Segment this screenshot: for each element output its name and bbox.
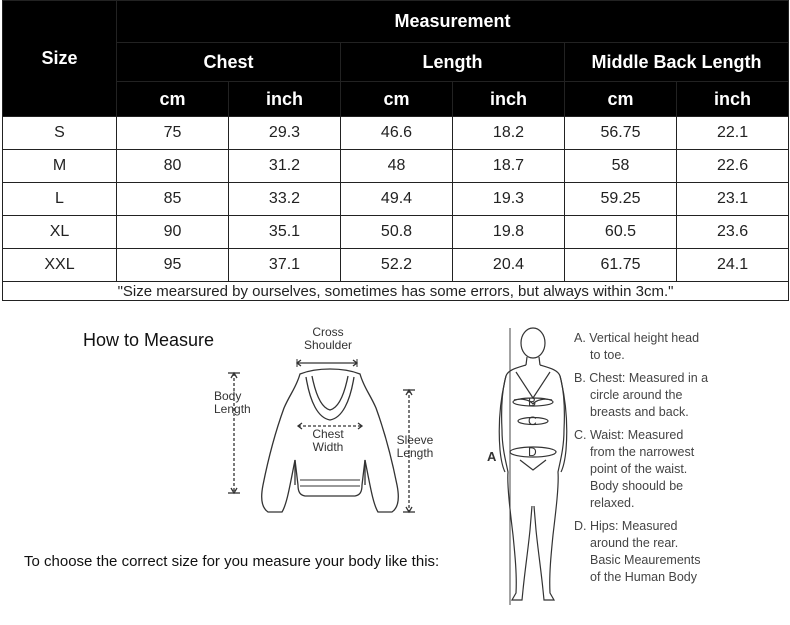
marker-c: C [528,414,537,428]
value-cell: 18.7 [453,150,565,183]
label-line: Cross [312,325,344,339]
value-cell: 19.3 [453,183,565,216]
value-cell: 22.1 [677,117,789,150]
note-line: point of the waist. [590,462,688,476]
note-line: Body shoould be [590,479,684,493]
value-cell: 56.75 [565,117,677,150]
label-line: Width [312,440,344,454]
note-line: relaxed. [590,496,635,510]
how-to-measure-section [0,310,790,625]
value-cell: 61.75 [565,249,677,282]
value-cell: 24.1 [677,249,789,282]
note-line: D. Hips: Measured [574,519,678,533]
value-cell: 60.5 [565,216,677,249]
measurement-note: "Size mearsured by ourselves, sometimes has some errors, but always within 3cm." [3,282,789,301]
value-cell: 19.8 [453,216,565,249]
sleeve-length-label [390,434,440,460]
label-line: Sleeve [396,433,434,447]
table-row [3,117,789,150]
unit-header: inch [229,82,341,117]
marker-d: D [528,445,537,459]
note-d [574,518,774,586]
label-line: Length [214,402,251,416]
value-cell: 22.6 [677,150,789,183]
value-cell: 29.3 [229,117,341,150]
note-line: around the rear. [590,536,679,550]
note-line: circle around the [590,388,683,402]
unit-header: cm [117,82,229,117]
value-cell: 23.6 [677,216,789,249]
size-table [2,0,789,301]
cross-shoulder-label [298,326,358,352]
value-cell: 37.1 [229,249,341,282]
body-length-label [214,390,264,416]
note-line: A. Vertical height head [574,331,700,345]
unit-header: inch [677,82,789,117]
note-b [574,370,774,421]
note-line: from the narrowest [590,445,695,459]
size-cell: M [3,150,117,183]
label-line: Shoulder [303,338,353,352]
body-figure [499,328,567,605]
marker-a: A [487,449,497,464]
value-cell: 46.6 [341,117,453,150]
size-cell: S [3,117,117,150]
note-line: C. Waist: Measured [574,428,684,442]
size-cell: L [3,183,117,216]
note-line: of the Human Body [590,570,698,584]
size-header: Size [3,1,117,117]
marker-b: B [528,395,537,409]
table-row [3,216,789,249]
value-cell: 95 [117,249,229,282]
group-header-length: Length [341,43,565,82]
note-line: breasts and back. [590,405,689,419]
note-c [574,427,774,512]
chest-width-label [300,428,356,454]
value-cell: 52.2 [341,249,453,282]
unit-header: cm [341,82,453,117]
table-row [3,183,789,216]
value-cell: 31.2 [229,150,341,183]
note-line: B. Chest: Measured in a [574,371,709,385]
value-cell: 85 [117,183,229,216]
value-cell: 58 [565,150,677,183]
value-cell: 33.2 [229,183,341,216]
choose-size-text: To choose the correct size for you measure your body like this: [24,553,440,570]
value-cell: 75 [117,117,229,150]
how-to-measure-title: How to Measure [83,330,215,350]
measurement-notes [574,330,774,592]
label-line: Chest [312,427,344,441]
value-cell: 90 [117,216,229,249]
table-row [3,150,789,183]
value-cell: 23.1 [677,183,789,216]
note-line: to toe. [590,348,625,362]
note-a [574,330,774,364]
label-line: Length [396,446,434,460]
value-cell: 80 [117,150,229,183]
value-cell: 50.8 [341,216,453,249]
value-cell: 20.4 [453,249,565,282]
value-cell: 35.1 [229,216,341,249]
size-cell: XXL [3,249,117,282]
table-row [3,249,789,282]
value-cell: 59.25 [565,183,677,216]
value-cell: 48 [341,150,453,183]
unit-header: inch [453,82,565,117]
note-line: Basic Meaurements [590,553,701,567]
value-cell: 49.4 [341,183,453,216]
label-line: Body [214,389,242,403]
group-header-middle-back-length: Middle Back Length [565,43,789,82]
measurement-header: Measurement [117,1,789,43]
value-cell: 18.2 [453,117,565,150]
group-header-chest: Chest [117,43,341,82]
unit-header: cm [565,82,677,117]
size-cell: XL [3,216,117,249]
